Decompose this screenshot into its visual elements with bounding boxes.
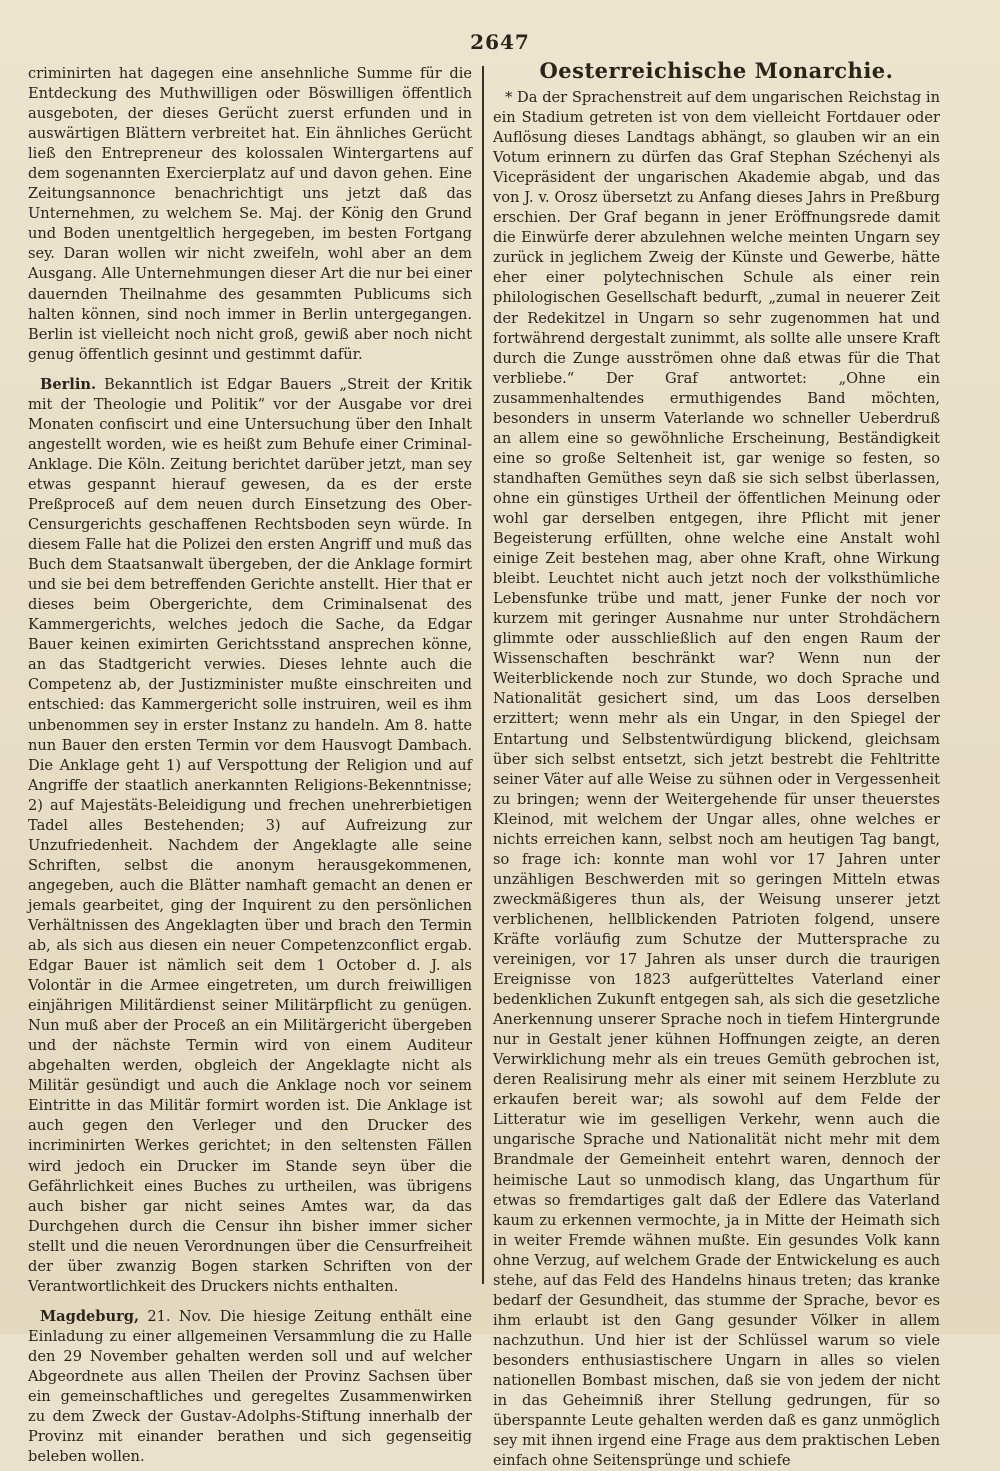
article-berlin-text: Bekanntlich ist Edgar Bauers „Streit der Kritik mit der Theologie und Politik“ vor der Ausgabe vor drei Monaten confiscirt und eine Untersuchung über den Inhalt angestellt worden, wie es heißt zum Behufe einer Criminal-Anklage. Die Köln. Zeitung berichtet darüber jetzt, man sey etwas gespannt hierauf gewesen, da es der erste Preßproceß auf dem neuen durch Einsetzung des Ober-Censurgerichts geschaffenen Rechtsboden seyn würde. In diesem Falle hat die Polizei den ersten Angriff und muß das Buch dem Staatsanwalt übergeben, der die Anklage formirt und sie bei dem betreffenden Gerichte anstellt. Hier that er dieses beim Obergerichte, dem Criminalsenat des Kammergerichts, welches jedoch die Sache, da Edgar Bauer keinen eximirten Gerichtsstand ansprechen könne, an das Stadtgericht verwies. Dieses lehnte auch die Competenz ab, der Justizminister mußte einschreiten und entschied: das Kammergericht solle instruiren, weil es ihm unbenommen sey in erster Instanz zu handeln. Am 8. hatte nun Bauer den ersten Termin vor dem Hausvogt Dambach. Die Anklage geht 1) auf Verspottung der Religion und auf Angriffe der staatlich anerkannten Religions-Bekenntnisse; 2) auf Majestäts-Beleidigung und frechen unehrerbietigen Tadel alles Bestehenden; 3) auf Aufreizung zur Unzufriedenheit. Nachdem der Angeklagte alle seine Schriften, selbst die anonym herausgekommenen, angegeben, auch die Blätter namhaft gemacht an denen er jemals gearbeitet, ging der Inquirent zu den persönlichen Verhältnissen des Angeklagten über und brach den Termin ab, als sich aus diesen ein neuer Competenzconflict ergab. Edgar Bauer ist nämlich seit dem 1 October d. J. als Volontär in die Armee eingetreten, um durch freiwilligen einjährigen Militärdienst seiner Militärpflicht zu genügen. Nun muß aber der Proceß an ein Militärgericht übergeben und der nächste Termin wird von einem Auditeur abgehalten werden, obgleich der Angeklagte nicht als Militär gesündigt und auch die Anklage noch vor seinem Eintritte in das Militär formirt worden ist. Die Anklage ist auch gegen den Verleger und den Drucker des incriminirten Werkes gerichtet; in den seltensten Fällen wird jedoch ein Drucker im Stande seyn über die Gefährlichkeit eines Buches zu urtheilen, was übrigens auch bisher gar nicht seines Amtes war, da das Durchgehen durch die Censur ihn bisher immer sicher stellt und die neuen Verordnungen über die Censurfreiheit der über zwanzig Bogen starken Schriften von der Verantwortlichkeit des Druckers nichts enthalten. (28, 375, 472, 1295)
article-continuation: criminirten hat dagegen eine ansehnliche Summe für die Entdeckung des Muthwilligen oder Böswilligen öffentlich ausgeboten, der dieses Gerücht zuerst erfunden und in auswärtigen Blättern verbreitet hat. Ein ähnliches Gerücht ließ den Entrepreneur des kolossalen Wintergartens auf dem sogenannten Exercierplatz auf und davon gehen. Eine Zeitungsannonce benachrichtigt uns jetzt daß das Unternehmen, zu welchem Se. Maj. der König den Grund und Boden unentgeltlich hergegeben, im besten Fortgang sey. Daran wollen wir nicht zweifeln, wohl aber an dem Ausgang. Alle Unternehmungen dieser Art die nur bei einer dauernden Theilnahme des gesammten Publicums sich halten können, sind noch immer in Berlin untergegangen. Berlin ist vielleicht noch nicht groß, gewiß aber noch nicht genug öffentlich gesinnt und gestimmt dafür. (28, 65, 472, 363)
section-heading: Oesterreichische Monarchie. (539, 58, 894, 83)
article-berlin (28, 375, 472, 1297)
article-magdeburg (28, 1307, 472, 1467)
page-number: 2647 (470, 30, 530, 54)
column-divider (482, 66, 484, 1284)
article-austria: * Da der Sprachenstreit auf dem ungarischen Reichstag in ein Stadium getreten ist von dem vielleicht Fortdauer oder Auflösung dieses Landtags abhängt, so glauben wir an ein Votum erinnern zu dürfen das Graf Stephan Széchenyi als Vicepräsident der ungarischen Akademie abgab, und das von J. v. Orosz übersetzt zu Anfang dieses Jahrs in Preßburg erschien. Der Graf begann in jener Eröffnungsrede damit die Einwürfe derer abzulehnen welche meinten Ungarn sey zurück in jeglichem Zweig der Künste und Gewerbe, hätte eher einer polytechnischen Schule als einer rein philologischen Gesellschaft bedurft, „zumal in neuerer Zeit der Redekitzel in Ungarn so sehr zugenommen hat und fortwährend dergestalt zunimmt, als sollte alle unsere Kraft durch die Zunge ausströmen ohne daß etwas für die That verbliebe.“ Der Graf antwortet: „Ohne ein zusammenhaltendes ermuthigendes Band möchten, besonders in unserm Vaterlande wo schneller Ueberdruß an allem eine so gewöhnliche Erscheinung, Beständigkeit eine so große Seltenheit ist, gar wenige so festen, so standhaften Gemüthes seyn daß sie sich selbst überlassen, ohne ein günstiges Urtheil der öffentlichen Meinung oder wohl gar derselben entgegen, ihre Pflicht mit jener Begeisterung erfüllten, ohne welche eine Anstalt wohl einige Zeit bestehen mag, aber ohne Kraft, ohne Wirkung bleibt. Leuchtet nicht auch jetzt noch der volksthümliche Lebensfunke trübe und matt, jener Funke der noch vor kurzem mit geringer Ausnahme nur unter Strohdächern glimmte oder ausschließlich auf den engen Raum der Wissenschaften beschränkt war? Wenn nun der Weiterblickende noch zur Stunde, wo doch Sprache und Nationalität gesichert sind, um das Loos derselben erzittert; wenn mehr als ein Ungar, in den Spiegel der Entartung und Selbstentwürdigung blickend, gleichsam über sich selbst entsetzt, sich jetzt bestrebt die Fehltritte seiner Väter auf alle Weise zu sühnen oder in Vergessenheit zu bringen; wenn der Weitergehende für unser theuerstes Kleinod, mit welchem der Ungar alles, ohne welches er nichts erreichen kann, selbst noch am heutigen Tag bangt, so frage ich: konnte man wohl vor 17 Jahren unter unzähligen Beschwerden mit so geringen Mitteln etwas zweckmäßigeres thun als, der Weisung unserer jetzt verblichenen, hellblickenden Patrioten folgend, unsere Kräfte vorläufig zum Schutze der Muttersprache zu vereinigen, vor 17 Jahren als unser durch die traurigen Ereignisse von 1823 aufgerütteltes Vaterland einer bedenklichen Zukunft entgegen sah, als sich die gesetzliche Anerkennung unserer Sprache noch in tiefem Hintergrunde nur in Gestalt jener kühnen Hoffnungen zeigte, an deren Verwirklichung mehr als ein treues Gemüth gebrochen ist, deren Realisirung mehr als einer mit seinem Herzblute zu erkaufen bereit war; als sowohl auf dem Felde der Litteratur wie im geselligen Verkehr, wenn auch die ungarische Sprache und Nationalität nicht mehr mit dem Brandmale der Gemeinheit entehrt waren, dennoch der heimische Laut so unmodisch klang, das Ungarthum für etwas so fremdartiges galt daß der Edlere das Vaterland kaum zu erkennen vermochte, ja in Mitte der Heimath sich in weiter Fremde wähnen mußte. Ein gesundes Volk kann ohne Verzug, auf welchem Grade der Entwickelung es auch stehe, auf das Feld des Handelns hinaus treten; das kranke bedarf der Gesundheit, das stumme der Sprache, bevor es ihm erlaubt ist den Gang gesunder Völker in allem nachzuthun. Und hier ist der Schlüssel warum so viele besonders enthusiastischere Ungarn in alles so vielen nationellen Bombast mischen, daß sie von jedem der nicht in das Geheimniß ihrer Stellung gedrungen, für so überspannte Leute gehalten werden daß es ganz unmöglich sey mit ihnen irgend eine Frage aus dem praktischen Leben einfach ohne Seitensprünge und schiefe (493, 89, 940, 1470)
left-column (28, 64, 472, 1467)
dateline-berlin: Berlin. (40, 375, 97, 393)
dateline-magdeburg: Magdeburg, (40, 1307, 140, 1325)
right-column (493, 58, 940, 1471)
article-magdeburg-text: 21. Nov. Die hiesige Zeitung enthält eine Einladung zu einer allgemeinen Versammlung die zu Halle den 29 November gehalten werden soll und auf welcher Abgeordnete aus allen Theilen der Provinz Sachsen über ein gemeinschaftliches und geregeltes Zusammenwirken zu dem Zweck der Gustav-Adolphs-Stiftung innerhalb der Provinz mit einander berathen und sich gegenseitig beleben wollen. (28, 1307, 472, 1466)
